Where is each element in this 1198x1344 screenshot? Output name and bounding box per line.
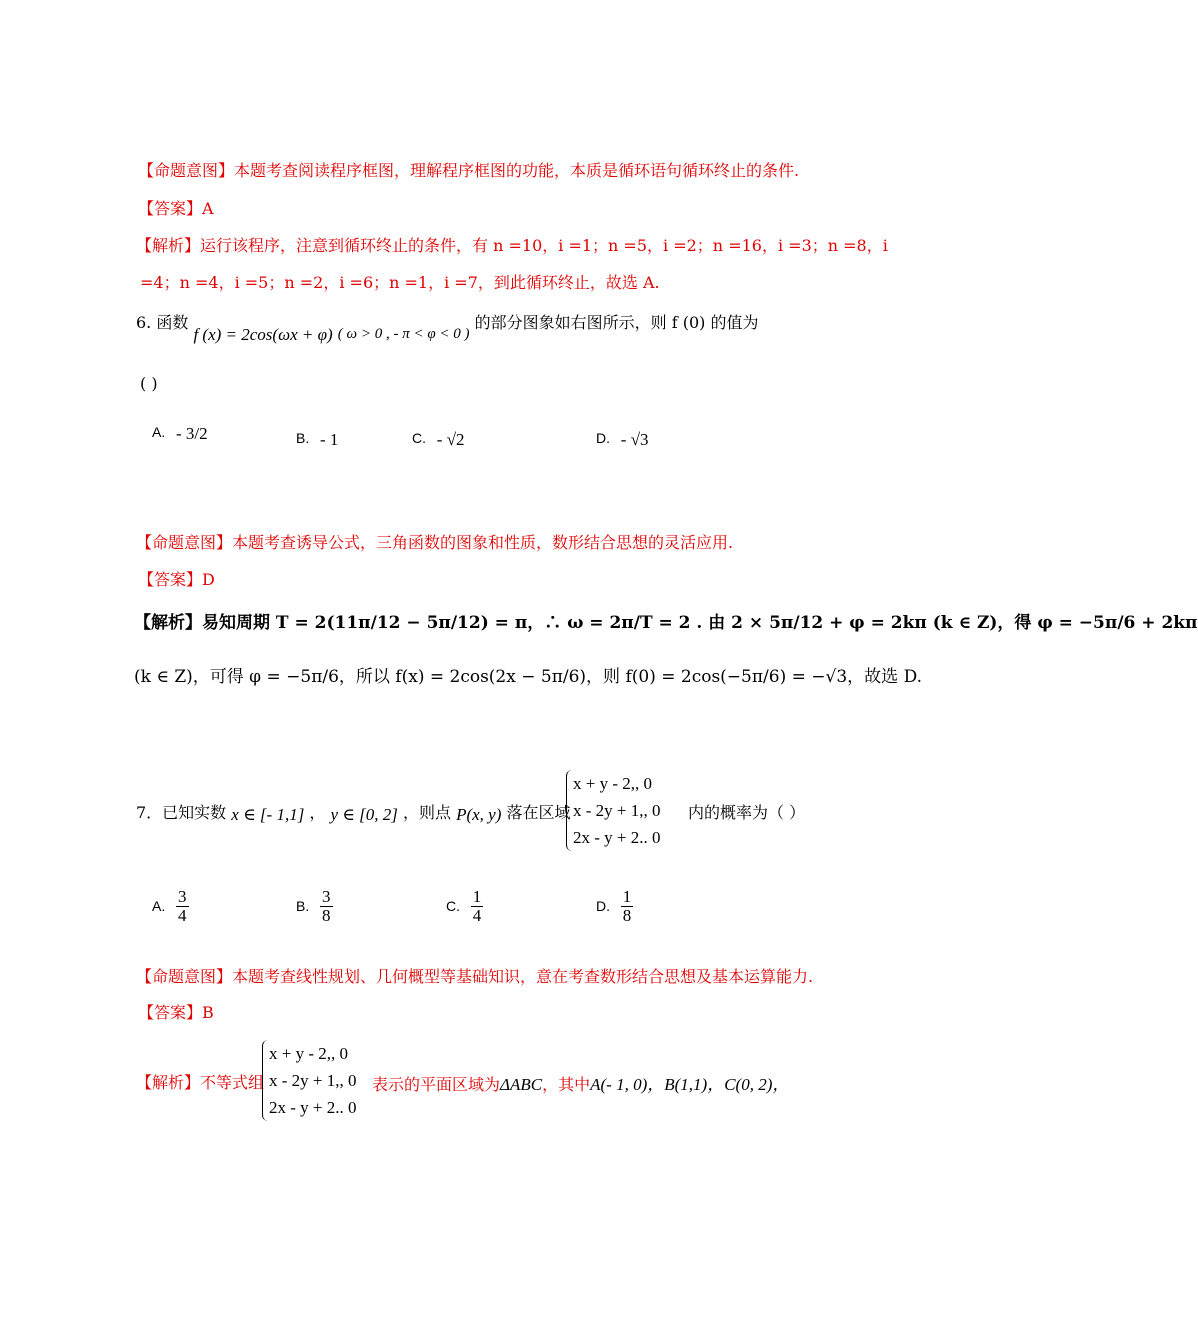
- q7-system: [566, 770, 661, 851]
- option-numerator: 1: [622, 887, 632, 906]
- system-row: x + y - 2,, 0: [573, 774, 652, 793]
- q7-analysis-rest: [372, 1070, 789, 1095]
- analysis-text: 表示的平面区域为: [372, 1075, 501, 1094]
- q6-function: f (x) = 2cos(ωx + φ): [193, 325, 333, 344]
- option-denominator: 8: [322, 905, 331, 925]
- q6-intent: 【命题意图】本题考查诱导公式，三角函数的图象和性质，数形结合思想的灵活应用.: [136, 533, 734, 552]
- option-value: - √2: [436, 430, 465, 449]
- q7-analysis-label: 【解析】不等式组: [136, 1073, 265, 1092]
- system-row: x - 2y + 1,, 0: [269, 1071, 357, 1090]
- analysis-label: 【解析】: [134, 613, 202, 633]
- q6-analysis-line2: (k ∈ Z)，可得 φ = −5π/6，所以 f(x) = 2cos(2x − 5π/6)，则 f(0) = 2cos(−5π/6) = −√3，故选 D.: [134, 667, 922, 687]
- option-label: A.: [152, 424, 166, 440]
- q5-analysis-line1: 【解析】运行该程序，注意到循环终止的条件，有 n =10，i =1；n =5，i =2；n =16，i =3；n =8，i: [136, 236, 888, 255]
- option-label: A.: [152, 898, 166, 915]
- q7-stem: 7．已知实数 x ∈ [- 1,1] ， y ∈ [0, 2] ，则点 P(x, y) 落在区域: [136, 803, 571, 824]
- q7-option-d[interactable]: [596, 888, 633, 925]
- q5-analysis-line2: =4；n =4，i =5；n =2，i =6；n =1，i =7，到此循环终止，故选 A.: [140, 273, 660, 292]
- q6-answer-paren: ( ): [140, 374, 158, 393]
- q5-answer: 【答案】A: [138, 199, 214, 218]
- q7-option-b[interactable]: [296, 888, 333, 925]
- q7-answer: 【答案】B: [138, 1003, 214, 1022]
- option-label: C.: [412, 430, 426, 446]
- option-denominator: 8: [622, 905, 632, 925]
- option-label: D.: [596, 430, 610, 446]
- q7-intent: 【命题意图】本题考查线性规划、几何概型等基础知识，意在考查数形结合思想及基本运算能力.: [136, 967, 814, 986]
- option-denominator: 4: [472, 905, 482, 925]
- q6-stem: [136, 310, 759, 344]
- system-row: 2x - y + 2.. 0: [269, 1098, 357, 1117]
- q6-condition: ( ω > 0 , - π < φ < 0 ): [337, 326, 470, 342]
- q6-option-a[interactable]: [152, 424, 208, 444]
- vertices: A(- 1, 0)，B(1,1)，C(0, 2)，: [590, 1075, 790, 1094]
- q7-analysis-system: [262, 1040, 357, 1121]
- q7-then: ，则点: [402, 803, 451, 822]
- option-label: B.: [296, 430, 310, 446]
- q5-intent: 【命题意图】本题考查阅读程序框图，理解程序框图的功能，本质是循环语句循环终止的条件.: [138, 161, 800, 180]
- q6-option-d[interactable]: [596, 430, 649, 450]
- q6-answer: 【答案】D: [138, 570, 215, 589]
- triangle: ΔABC: [500, 1075, 543, 1094]
- option-numerator: 1: [472, 887, 482, 906]
- q7-stem-suffix: 内的概率为（ ）: [688, 803, 806, 822]
- among: ，其中: [542, 1075, 591, 1094]
- option-value: - 1: [320, 430, 339, 449]
- system-row: x - 2y + 1,, 0: [573, 801, 661, 820]
- option-numerator: 3: [322, 887, 331, 906]
- option-label: C.: [446, 898, 460, 915]
- q6-stem-prefix: 6. 函数: [136, 313, 189, 332]
- q7-y-range: y ∈ [0, 2]: [330, 805, 398, 824]
- q6-stem-suffix: 的部分图象如右图所示，则 f (0) 的值为: [474, 313, 759, 332]
- q7-x-range: x ∈ [- 1,1]: [231, 805, 305, 824]
- q7-region: 落在区域: [506, 803, 571, 822]
- system-row: x + y - 2,, 0: [269, 1044, 348, 1063]
- q7-option-c[interactable]: [446, 888, 483, 925]
- option-denominator: 4: [178, 905, 187, 925]
- option-label: B.: [296, 898, 310, 915]
- option-numerator: 3: [178, 887, 187, 906]
- option-value: - 3/2: [176, 424, 208, 443]
- q6-analysis-line1: [134, 608, 1198, 633]
- option-label: D.: [596, 898, 610, 915]
- q7-option-a[interactable]: [152, 888, 189, 925]
- q6-option-b[interactable]: [296, 430, 338, 450]
- analysis-text: 易知周期 T = 2(11π/12 − 5π/12) = π，∴ ω = 2π/T = 2 . 由 2 × 5π/12 + φ = 2kπ (k ∈ Z)，得 φ = −5π/6 + 2kπ: [202, 613, 1198, 633]
- q7-point: P(x, y): [456, 805, 502, 824]
- system-row: 2x - y + 2.. 0: [573, 828, 661, 847]
- option-value: - √3: [620, 430, 649, 449]
- q7-stem-prefix: 7．已知实数: [136, 803, 227, 822]
- q6-option-c[interactable]: [412, 430, 465, 450]
